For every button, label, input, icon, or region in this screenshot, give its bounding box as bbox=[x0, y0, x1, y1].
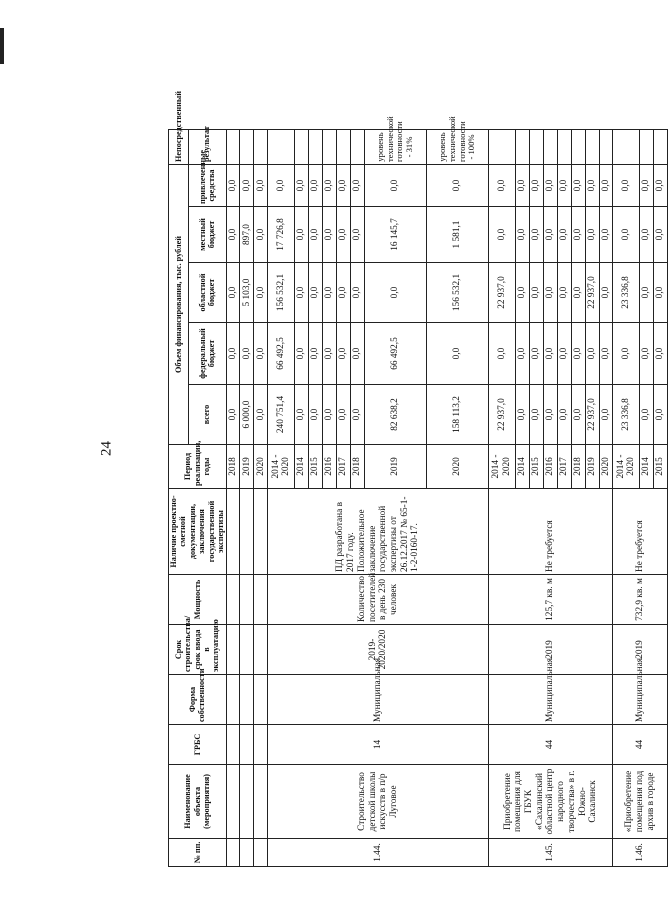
period-cell: 2018 bbox=[571, 445, 585, 489]
extra-cell: 0,0 bbox=[557, 164, 571, 206]
empty-cell bbox=[240, 725, 254, 765]
item-capacity: 125,7 кв. м bbox=[489, 575, 613, 625]
federal-cell: 0,0 bbox=[295, 323, 309, 385]
result-cell bbox=[489, 129, 516, 164]
item-number: 1.44. bbox=[268, 839, 489, 867]
total-cell: 0,0 bbox=[336, 385, 350, 445]
total-cell: 0,0 bbox=[571, 385, 585, 445]
result-cell bbox=[571, 129, 585, 164]
result-cell bbox=[585, 129, 599, 164]
table-row bbox=[240, 129, 254, 866]
period-cell: 2016 bbox=[543, 445, 557, 489]
item-grbs: 44 bbox=[489, 725, 613, 765]
item-period-build: 2019 bbox=[613, 625, 668, 675]
local-cell: 0,0 bbox=[613, 207, 640, 263]
total-cell: 22 937,0 bbox=[489, 385, 516, 445]
result-cell bbox=[557, 129, 571, 164]
item-number: 1.46. bbox=[613, 839, 668, 867]
total-cell: 0,0 bbox=[557, 385, 571, 445]
regional-cell: 23 336,8 bbox=[613, 263, 640, 323]
item-ownership: Муниципальная bbox=[268, 675, 489, 725]
local-cell: 0,0 bbox=[489, 207, 516, 263]
local-cell: 0,0 bbox=[350, 207, 364, 263]
local-cell: 0,0 bbox=[336, 207, 350, 263]
item-docs: Не требуется bbox=[489, 489, 613, 575]
empty-cell bbox=[254, 675, 268, 725]
regional-cell: 5 103,0 bbox=[240, 263, 254, 323]
header-row-1 bbox=[169, 129, 189, 866]
federal-cell: 0,0 bbox=[571, 323, 585, 385]
local-cell: 0,0 bbox=[226, 207, 240, 263]
total-cell: 6 000,0 bbox=[240, 385, 254, 445]
page-number: 24 bbox=[98, 441, 115, 456]
item-ownership: Муниципальная bbox=[613, 675, 668, 725]
federal-cell: 0,0 bbox=[640, 323, 654, 385]
result-cell bbox=[240, 129, 254, 164]
extra-cell: 0,0 bbox=[240, 164, 254, 206]
total-cell: 0,0 bbox=[543, 385, 557, 445]
item-period-build: 2019-2020/2020 bbox=[268, 625, 489, 675]
period-cell: 2015 bbox=[309, 445, 323, 489]
total-cell: 0,0 bbox=[350, 385, 364, 445]
local-cell: 0,0 bbox=[254, 207, 268, 263]
total-cell: 0,0 bbox=[254, 385, 268, 445]
extra-cell: 0,0 bbox=[254, 164, 268, 206]
period-cell: 2014 - 2020 bbox=[489, 445, 516, 489]
local-cell: 0,0 bbox=[571, 207, 585, 263]
item-capacity: Количество посетителей в день 230 человек bbox=[268, 575, 489, 625]
empty-cell bbox=[240, 839, 254, 867]
federal-cell: 0,0 bbox=[557, 323, 571, 385]
regional-cell: 0,0 bbox=[529, 263, 543, 323]
empty-cell bbox=[226, 765, 240, 839]
regional-cell: 0,0 bbox=[226, 263, 240, 323]
result-cell bbox=[254, 129, 268, 164]
header-result-group: Непосредственный bbox=[169, 129, 189, 164]
result-cell bbox=[599, 129, 613, 164]
regional-cell: 156 532,1 bbox=[268, 263, 295, 323]
regional-cell: 0,0 bbox=[323, 263, 337, 323]
empty-cell bbox=[226, 675, 240, 725]
total-cell: 0,0 bbox=[295, 385, 309, 445]
extra-cell: 0,0 bbox=[309, 164, 323, 206]
period-cell: 2019 bbox=[585, 445, 599, 489]
total-cell: 0,0 bbox=[599, 385, 613, 445]
period-cell: 2020 bbox=[426, 445, 488, 489]
period-cell: 2014 - 2020 bbox=[613, 445, 640, 489]
result-cell bbox=[350, 129, 364, 164]
local-cell: 0,0 bbox=[529, 207, 543, 263]
item-name: Строительство детской школы искусств в п/р Луговое bbox=[268, 765, 489, 839]
empty-cell bbox=[226, 625, 240, 675]
period-cell: 2019 bbox=[240, 445, 254, 489]
federal-cell: 0,0 bbox=[323, 323, 337, 385]
extra-cell: 0,0 bbox=[268, 164, 295, 206]
regional-cell: 0,0 bbox=[336, 263, 350, 323]
item-capacity: 732,9 кв. м bbox=[613, 575, 668, 625]
empty-cell bbox=[254, 625, 268, 675]
regional-cell: 156 532,1 bbox=[426, 263, 488, 323]
financing-table bbox=[168, 91, 668, 867]
period-cell: 2018 bbox=[350, 445, 364, 489]
header-capacity: Мощность bbox=[169, 575, 227, 625]
result-cell: уровень технической готовности - 100% bbox=[426, 129, 488, 164]
regional-cell: 0,0 bbox=[254, 263, 268, 323]
empty-cell bbox=[226, 489, 240, 575]
regional-cell: 0,0 bbox=[640, 263, 654, 323]
header-fin-regional: областной бюджет bbox=[188, 263, 226, 323]
result-cell bbox=[336, 129, 350, 164]
total-cell: 0,0 bbox=[654, 385, 668, 445]
period-cell: 2014 bbox=[295, 445, 309, 489]
total-cell: 0,0 bbox=[323, 385, 337, 445]
extra-cell: 0,0 bbox=[613, 164, 640, 206]
period-cell: 2015 bbox=[654, 445, 668, 489]
federal-cell: 66 492,5 bbox=[268, 323, 295, 385]
total-cell: 0,0 bbox=[640, 385, 654, 445]
period-cell: 2020 bbox=[599, 445, 613, 489]
result-cell bbox=[295, 129, 309, 164]
item-docs: ПД разработана в 2017 году. Положительное заключение государственной экспертизы от 26.12.2017 № 65-1-1-2-0160-17. bbox=[268, 489, 489, 575]
federal-cell: 0,0 bbox=[254, 323, 268, 385]
result-cell bbox=[226, 129, 240, 164]
header-result: результат bbox=[188, 129, 226, 164]
regional-cell: 22 937,0 bbox=[585, 263, 599, 323]
total-cell: 240 751,4 bbox=[268, 385, 295, 445]
period-cell: 2017 bbox=[336, 445, 350, 489]
total-cell: 22 937,0 bbox=[585, 385, 599, 445]
regional-cell: 0,0 bbox=[364, 263, 426, 323]
empty-cell bbox=[254, 839, 268, 867]
regional-cell: 22 937,0 bbox=[489, 263, 516, 323]
extra-cell: 0,0 bbox=[515, 164, 529, 206]
extra-cell: 0,0 bbox=[654, 164, 668, 206]
local-cell: 0,0 bbox=[295, 207, 309, 263]
header-name: Наименование объекта (мероприятия) bbox=[169, 765, 227, 839]
extra-cell: 0,0 bbox=[640, 164, 654, 206]
result-cell bbox=[515, 129, 529, 164]
extra-cell: 0,0 bbox=[571, 164, 585, 206]
item-name: Приобретение помещения для ГБУК «Сахалинский областной центр народного творчества» в г. Южно-Сахалинск bbox=[489, 765, 613, 839]
item-grbs: 44 bbox=[613, 725, 668, 765]
result-cell bbox=[640, 129, 654, 164]
binding-mark bbox=[0, 28, 4, 64]
header-num: № пп. bbox=[169, 839, 227, 867]
result-cell bbox=[543, 129, 557, 164]
header-fin-extra: привлеченные средства bbox=[188, 164, 226, 206]
federal-cell: 0,0 bbox=[515, 323, 529, 385]
local-cell: 0,0 bbox=[309, 207, 323, 263]
total-cell: 0,0 bbox=[529, 385, 543, 445]
period-cell: 2019 bbox=[364, 445, 426, 489]
federal-cell: 0,0 bbox=[599, 323, 613, 385]
item-ownership: Муниципальная bbox=[489, 675, 613, 725]
local-cell: 0,0 bbox=[323, 207, 337, 263]
extra-cell: 0,0 bbox=[426, 164, 488, 206]
extra-cell: 0,0 bbox=[599, 164, 613, 206]
header-fin-local: местный бюджет bbox=[188, 207, 226, 263]
header-docs: Наличие проектно-сметной документации, заключения государственной экспертизы bbox=[169, 489, 227, 575]
empty-cell bbox=[226, 725, 240, 765]
federal-cell: 0,0 bbox=[226, 323, 240, 385]
header-ownership: Форма собственности bbox=[169, 675, 227, 725]
total-cell: 0,0 bbox=[226, 385, 240, 445]
header-grbs: ГРБС bbox=[169, 725, 227, 765]
local-cell: 0,0 bbox=[654, 207, 668, 263]
total-cell: 158 113,2 bbox=[426, 385, 488, 445]
empty-cell bbox=[254, 765, 268, 839]
regional-cell: 0,0 bbox=[295, 263, 309, 323]
table-row bbox=[489, 129, 516, 866]
extra-cell: 0,0 bbox=[323, 164, 337, 206]
federal-cell: 0,0 bbox=[543, 323, 557, 385]
period-cell: 2014 bbox=[515, 445, 529, 489]
item-number: 1.45. bbox=[489, 839, 613, 867]
federal-cell: 0,0 bbox=[489, 323, 516, 385]
empty-cell bbox=[226, 839, 240, 867]
federal-cell: 66 492,5 bbox=[364, 323, 426, 385]
result-cell bbox=[654, 129, 668, 164]
item-grbs: 14 bbox=[268, 725, 489, 765]
local-cell: 897,0 bbox=[240, 207, 254, 263]
federal-cell: 0,0 bbox=[240, 323, 254, 385]
result-cell bbox=[613, 129, 640, 164]
local-cell: 0,0 bbox=[640, 207, 654, 263]
result-cell: уровень технической готовности - 31% bbox=[364, 129, 426, 164]
local-cell: 1 581,1 bbox=[426, 207, 488, 263]
regional-cell: 0,0 bbox=[515, 263, 529, 323]
federal-cell: 0,0 bbox=[336, 323, 350, 385]
period-cell: 2014 - 2020 bbox=[268, 445, 295, 489]
extra-cell: 0,0 bbox=[336, 164, 350, 206]
table-row bbox=[268, 129, 295, 866]
period-cell: 2020 bbox=[254, 445, 268, 489]
result-cell bbox=[309, 129, 323, 164]
empty-cell bbox=[240, 489, 254, 575]
period-cell: 2014 bbox=[640, 445, 654, 489]
extra-cell: 0,0 bbox=[529, 164, 543, 206]
empty-cell bbox=[240, 625, 254, 675]
header-finance-group: Объем финансирования, тыс. рублей bbox=[169, 164, 189, 444]
period-cell: 2018 bbox=[226, 445, 240, 489]
item-docs: Не требуется bbox=[613, 489, 668, 575]
header-period-build: Срок строительства/срок ввода в эксплуатацию bbox=[169, 625, 227, 675]
federal-cell: 0,0 bbox=[309, 323, 323, 385]
period-cell: 2017 bbox=[557, 445, 571, 489]
local-cell: 0,0 bbox=[599, 207, 613, 263]
table-row bbox=[226, 129, 240, 866]
table-row bbox=[613, 129, 640, 866]
extra-cell: 0,0 bbox=[350, 164, 364, 206]
regional-cell: 0,0 bbox=[599, 263, 613, 323]
federal-cell: 0,0 bbox=[426, 323, 488, 385]
total-cell: 0,0 bbox=[515, 385, 529, 445]
extra-cell: 0,0 bbox=[585, 164, 599, 206]
extra-cell: 0,0 bbox=[226, 164, 240, 206]
federal-cell: 0,0 bbox=[654, 323, 668, 385]
empty-cell bbox=[240, 575, 254, 625]
empty-cell bbox=[226, 575, 240, 625]
item-period-build: 2019 bbox=[489, 625, 613, 675]
regional-cell: 0,0 bbox=[571, 263, 585, 323]
local-cell: 16 145,7 bbox=[364, 207, 426, 263]
header-period-impl: Период реализации, годы bbox=[169, 445, 227, 489]
local-cell: 17 726,8 bbox=[268, 207, 295, 263]
period-cell: 2016 bbox=[323, 445, 337, 489]
empty-cell bbox=[240, 765, 254, 839]
local-cell: 0,0 bbox=[557, 207, 571, 263]
extra-cell: 0,0 bbox=[543, 164, 557, 206]
result-cell bbox=[529, 129, 543, 164]
federal-cell: 0,0 bbox=[529, 323, 543, 385]
empty-cell bbox=[254, 489, 268, 575]
total-cell: 0,0 bbox=[309, 385, 323, 445]
header-fin-federal: федеральный бюджет bbox=[188, 323, 226, 385]
local-cell: 0,0 bbox=[585, 207, 599, 263]
period-cell: 2015 bbox=[529, 445, 543, 489]
header-fin-total: всего bbox=[188, 385, 226, 445]
empty-cell bbox=[254, 575, 268, 625]
local-cell: 0,0 bbox=[543, 207, 557, 263]
item-name: «Приобретение помещения под архив в городе bbox=[613, 765, 668, 839]
empty-cell bbox=[254, 725, 268, 765]
regional-cell: 0,0 bbox=[309, 263, 323, 323]
result-cell bbox=[268, 129, 295, 164]
table-row bbox=[254, 129, 268, 866]
federal-cell: 0,0 bbox=[613, 323, 640, 385]
federal-cell: 0,0 bbox=[585, 323, 599, 385]
total-cell: 23 336,8 bbox=[613, 385, 640, 445]
local-cell: 0,0 bbox=[515, 207, 529, 263]
regional-cell: 0,0 bbox=[654, 263, 668, 323]
regional-cell: 0,0 bbox=[350, 263, 364, 323]
federal-cell: 0,0 bbox=[350, 323, 364, 385]
rotated-page bbox=[168, 91, 666, 867]
result-cell bbox=[323, 129, 337, 164]
extra-cell: 0,0 bbox=[295, 164, 309, 206]
total-cell: 82 638,2 bbox=[364, 385, 426, 445]
regional-cell: 0,0 bbox=[543, 263, 557, 323]
extra-cell: 0,0 bbox=[489, 164, 516, 206]
extra-cell: 0,0 bbox=[364, 164, 426, 206]
regional-cell: 0,0 bbox=[557, 263, 571, 323]
empty-cell bbox=[240, 675, 254, 725]
